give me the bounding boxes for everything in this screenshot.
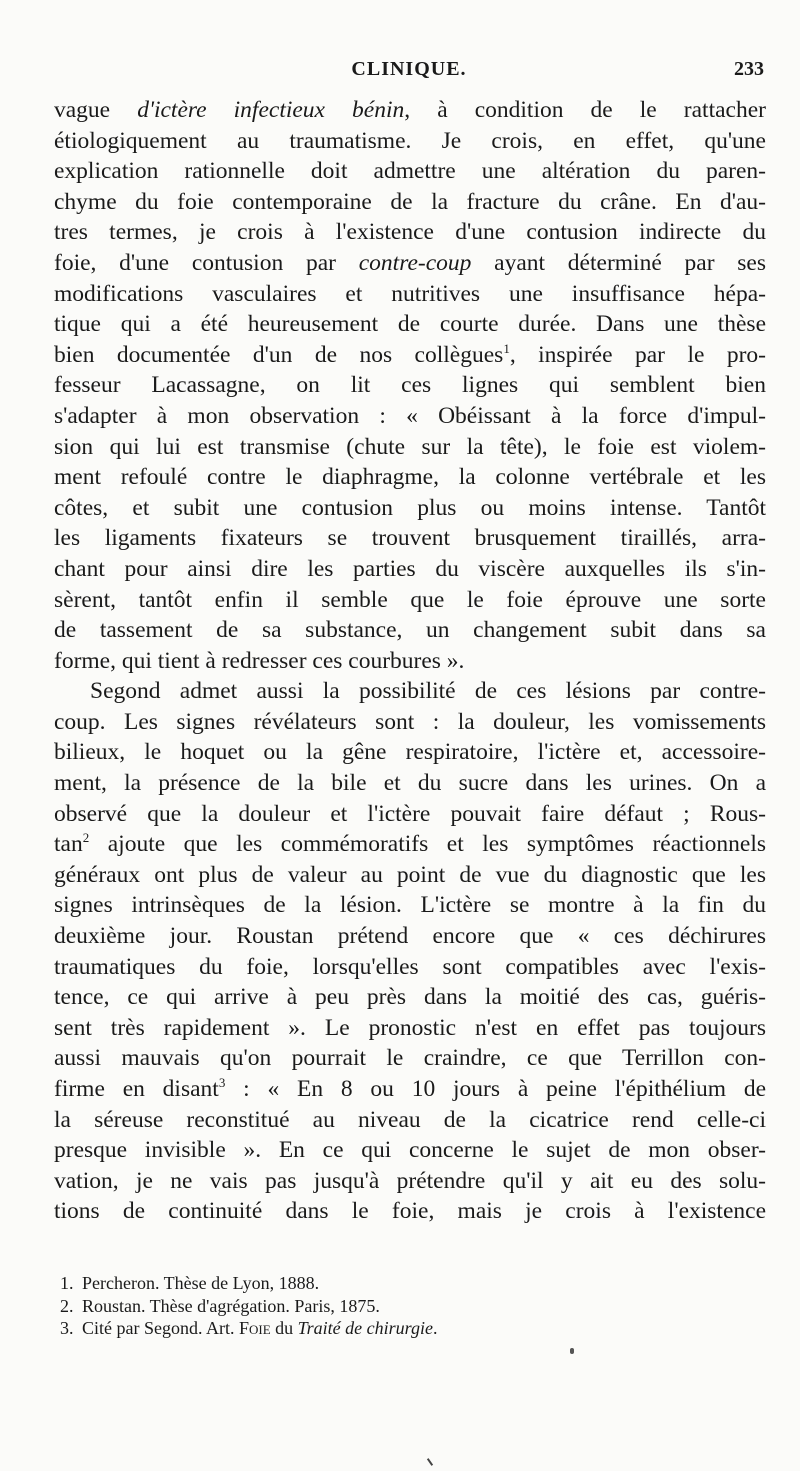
- line-text: coup. Les signes révélateurs sont : la douleur, les vomissements: [54, 708, 766, 735]
- footnote-text: Roustan. Thèse d'agrégation. Paris, 1875.: [82, 1295, 380, 1316]
- text-line: [54, 1105, 766, 1136]
- text-line: [54, 921, 766, 952]
- footnote-text: Cité par Segond. Art.: [82, 1318, 239, 1338]
- footnote-ref: 2: [82, 830, 90, 846]
- text-line: [54, 707, 766, 738]
- text-line: [54, 1135, 766, 1166]
- line-text: côtes, et subit une contusion plus ou moins intense. Tantôt: [54, 494, 766, 521]
- line-text: tions de continuité dans le foie, mais je crois à l'existence: [54, 1198, 766, 1225]
- line-text: chyme du foie contemporaine de la fracture du crâne. En d'au-: [54, 188, 766, 215]
- line-text: fesseur Lacassagne, on lit ces lignes qui semblent bien: [54, 372, 766, 399]
- text-line: [54, 126, 766, 157]
- text-line: [54, 799, 766, 830]
- line-text: bien documentée d'un de nos collègues: [54, 341, 504, 368]
- footnote-number: 2.: [60, 1295, 74, 1316]
- text-line: [54, 890, 766, 921]
- line-text: sèrent, tantôt enfin il semble que le foie éprouve une sorte: [54, 586, 766, 613]
- line-text: deuxième jour. Roustan prétend encore que « ces déchirures: [54, 923, 766, 950]
- line-text: foie, d'une contusion par: [54, 249, 359, 276]
- line-text: tence, ce qui arrive à peu près dans la moitié des cas, guéris-: [54, 984, 766, 1011]
- line-text: généraux ont plus de valeur au point de vue du diagnostic que les: [54, 861, 766, 888]
- italic-text: d'ictère infectieux bénin: [137, 97, 405, 123]
- ink-speck: [570, 1348, 574, 1354]
- line-text: modifications vasculaires et nutritives une insuffisance hépa-: [54, 280, 766, 307]
- footnote: [54, 1272, 766, 1295]
- line-text: explication rationnelle doit admettre une altération du paren-: [54, 158, 766, 185]
- line-text: : « En 8 ou 10 jours à peine l'épithélium de: [225, 1076, 766, 1102]
- line-text: s'adapter à mon observation : « Obéissant à la force d'impul-: [54, 402, 766, 429]
- text-line: [54, 1013, 766, 1044]
- footnote-number: 1.: [60, 1273, 74, 1293]
- line-text: ment, la présence de la bile et du sucre dans les urines. On a: [54, 770, 766, 797]
- text-line: [54, 982, 766, 1013]
- text-line: [54, 248, 766, 279]
- line-text: sent très rapidement ». Le pronostic n'est en effet pas toujours: [54, 1014, 766, 1041]
- text-line: [54, 646, 766, 677]
- footnote-text: .: [432, 1318, 438, 1338]
- text-line: [54, 401, 766, 432]
- footnote-ref: 1: [503, 340, 510, 356]
- text-line: [54, 768, 766, 799]
- line-text: Segond admet aussi la possibilité de ces lésions par contre-: [90, 678, 766, 705]
- running-title: CLINIQUE.: [351, 58, 467, 80]
- text-line: [54, 585, 766, 616]
- text-line: [54, 829, 766, 860]
- text-line: [54, 217, 766, 248]
- text-line: [54, 279, 766, 310]
- text-line: [54, 554, 766, 585]
- text-line: [54, 156, 766, 187]
- text-line: [54, 187, 766, 218]
- text-line: [54, 523, 766, 554]
- line-text: chant pour ainsi dire les parties du viscère auxquelles ils s'in-: [54, 555, 766, 582]
- text-line: [54, 860, 766, 891]
- footnotes: [54, 1272, 766, 1340]
- line-text: de tassement de sa substance, un changement subit dans sa: [54, 617, 766, 644]
- footnote-number: 3.: [60, 1318, 74, 1338]
- line-text: aussi mauvais qu'on pourrait le craindre, ce que Terrillon con-: [54, 1045, 766, 1072]
- footnote-ref: 3: [218, 1075, 226, 1091]
- italic-text: contre-coup: [358, 249, 472, 276]
- line-text: bilieux, le hoquet ou la gêne respiratoire, l'ictère et, accessoire-: [54, 739, 766, 766]
- line-text: vague: [54, 97, 138, 123]
- text-line: [54, 462, 766, 493]
- text-line: [54, 676, 766, 707]
- line-text: étiologiquement au traumatisme. Je crois, en effet, qu'une: [54, 127, 766, 154]
- line-text: , inspirée par le pro-: [509, 341, 766, 368]
- line-text: vation, je ne vais pas jusqu'à prétendre qu'il y ait eu des solu-: [54, 1167, 766, 1194]
- footnote-text: du: [270, 1318, 298, 1338]
- line-text: ment refoulé contre le diaphragme, la colonne vertébrale et les: [54, 464, 766, 491]
- footnote-italic: Traité de chirurgie: [297, 1318, 433, 1338]
- text-line: [54, 432, 766, 463]
- line-text: firme en disant: [54, 1076, 219, 1102]
- text-line: [54, 1166, 766, 1197]
- text-line: [54, 95, 766, 126]
- ink-stroke: [427, 1458, 433, 1466]
- text-line: [54, 1196, 766, 1227]
- text-line: [54, 952, 766, 983]
- text-line: [54, 309, 766, 340]
- line-text: presque invisible ». En ce qui concerne le sujet de mon obser-: [54, 1137, 766, 1164]
- line-text: observé que la douleur et l'ictère pouvait faire défaut ; Rous-: [54, 800, 766, 827]
- line-text: , à condition de le rattacher: [404, 97, 766, 123]
- footnote-smallcaps: Foie: [238, 1318, 271, 1338]
- footnote: [54, 1295, 766, 1318]
- body-text: [54, 95, 766, 1227]
- running-header: [54, 58, 764, 88]
- line-text: tres termes, je crois à l'existence d'une contusion indirecte du: [54, 219, 766, 246]
- text-line: [54, 340, 766, 371]
- line-text: tique qui a été heureusement de courte durée. Dans une thèse: [54, 311, 766, 338]
- text-line: [54, 370, 766, 401]
- line-text: la séreuse reconstitué au niveau de la cicatrice rend celle-ci: [54, 1106, 766, 1133]
- text-line: [54, 1074, 766, 1105]
- line-text: signes intrinsèques de la lésion. L'ictère se montre à la fin du: [54, 892, 766, 919]
- line-text: les ligaments fixateurs se trouvent brusquement tiraillés, arra-: [54, 525, 766, 552]
- text-line: [54, 1043, 766, 1074]
- line-text: traumatiques du foie, lorsqu'elles sont compatibles avec l'exis-: [54, 953, 766, 980]
- page-number: 233: [734, 58, 764, 80]
- line-text: sion qui lui est transmise (chute sur la tête), le foie est violem-: [54, 433, 766, 460]
- text-line: [54, 737, 766, 768]
- text-line: [54, 615, 766, 646]
- footnote-text: Percheron. Thèse de Lyon, 1888.: [82, 1273, 320, 1293]
- text-line: [54, 493, 766, 524]
- line-text: ajoute que les commémoratifs et les symptômes réactionnels: [89, 831, 766, 858]
- line-text: tan: [54, 831, 83, 858]
- footnote: [54, 1317, 766, 1340]
- line-text: forme, qui tient à redresser ces courbures ».: [54, 647, 465, 674]
- line-text: ayant déterminé par ses: [471, 249, 766, 276]
